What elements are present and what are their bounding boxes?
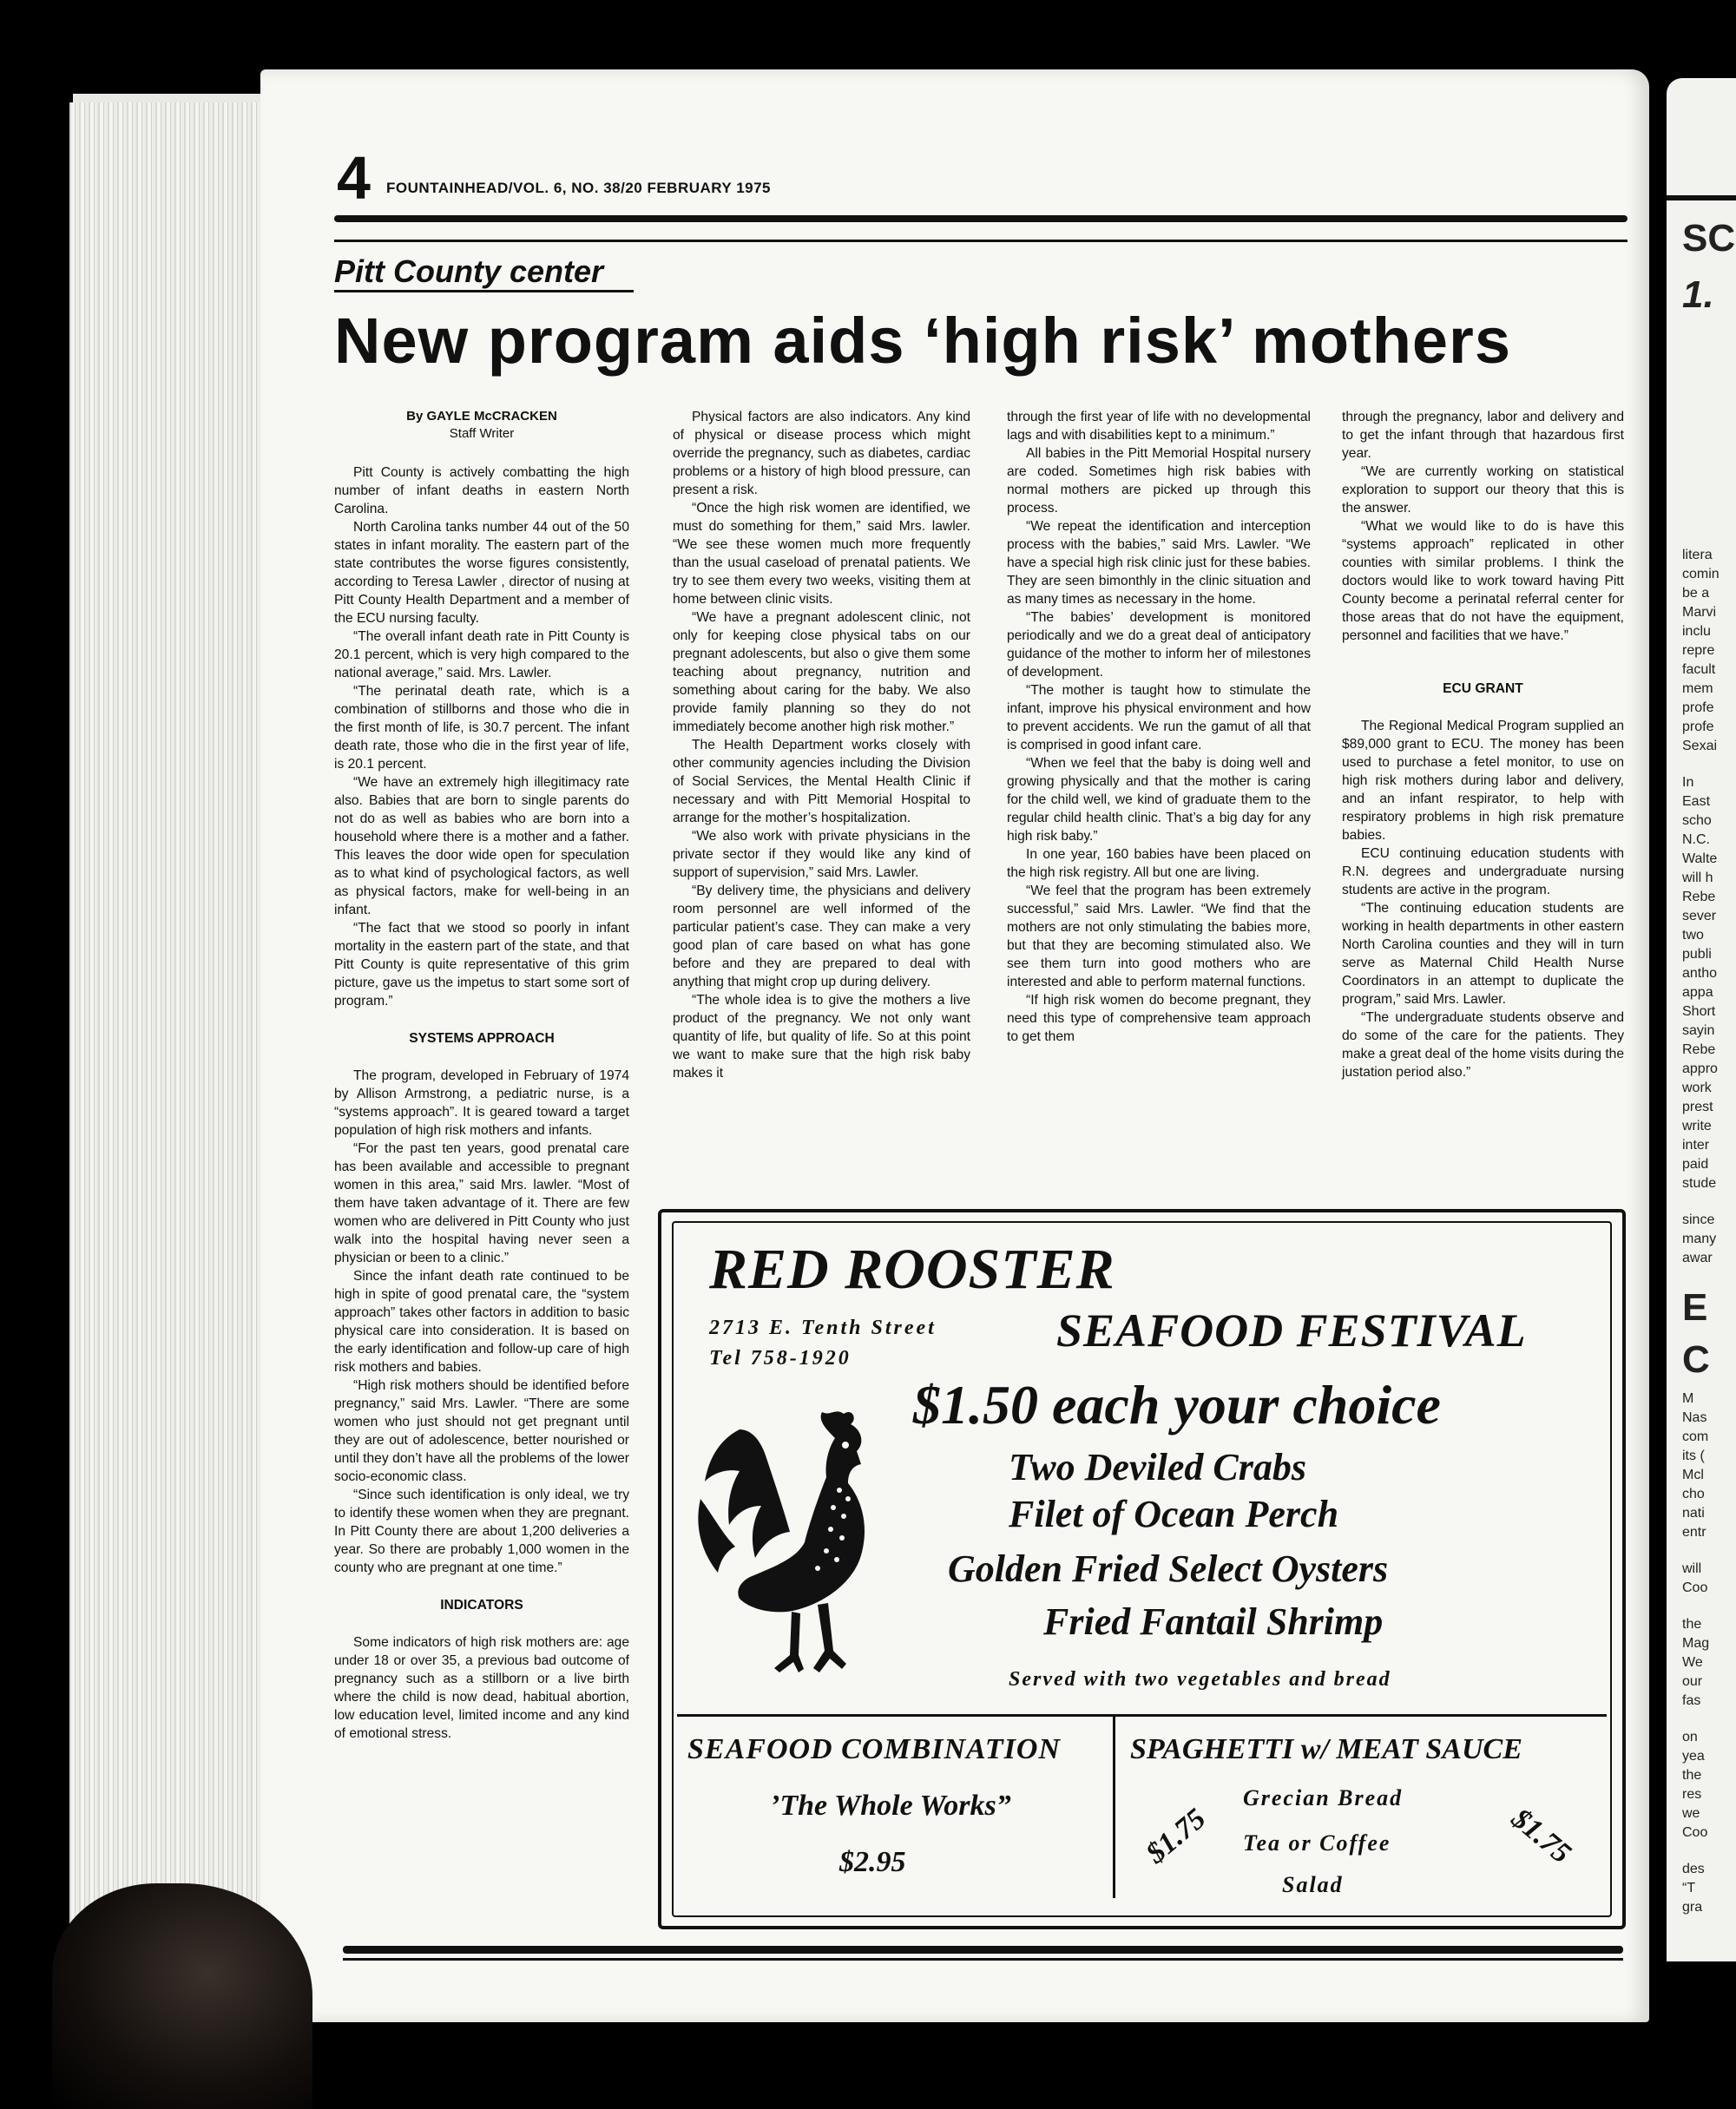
article-paragraph: “We have a pregnant adolescent clinic, not only for keeping close physical tabs on our pregnant adolescents, but also o give them some teaching about pregnancy, nutrition and something about caring for the baby. We also provide family planning so they do not immediately become another high risk mother.” bbox=[673, 610, 970, 734]
holding-thumb bbox=[52, 1883, 312, 2109]
col1-paragraphs bbox=[334, 463, 629, 1010]
adjacent-page-text: Mcl bbox=[1682, 1468, 1704, 1482]
article-paragraph: “When we feel that the baby is doing well and growing physically and that the mother is caring for the child well, we kind of graduate them to the regular child health clinic. That’s a big day for any high risk baby.” bbox=[1007, 756, 1311, 844]
article-paragraph: “We are currently working on statistical exploration to support our theory that this is the answer. bbox=[1342, 464, 1624, 516]
ad-address: 2713 E. Tenth Street bbox=[709, 1317, 937, 1339]
article-paragraph: The Health Department works closely with other community agencies including the Division of Social Services, the Mental Health Clinic if necessary and with Pitt Memorial Hospital to arrange for the mother’s hospitalization. bbox=[673, 738, 970, 825]
ad-divider-vertical bbox=[1113, 1716, 1115, 1898]
adjacent-page-text: awar bbox=[1682, 1251, 1713, 1265]
adjacent-page-text: cho bbox=[1682, 1487, 1705, 1501]
adjacent-page-text: fas bbox=[1682, 1693, 1701, 1708]
adjacent-page-text: yea bbox=[1682, 1749, 1705, 1764]
article-paragraph: ECU continuing education students with R.N. degrees and undergraduate nursing students are active in the program. bbox=[1342, 846, 1624, 897]
ad-spaghetti-line: Tea or Coffee bbox=[1243, 1830, 1391, 1856]
adjacent-page-rule bbox=[1667, 195, 1736, 200]
adjacent-page-text: our bbox=[1682, 1674, 1703, 1689]
adjacent-page-text: many bbox=[1682, 1232, 1717, 1246]
adjacent-page-text: litera bbox=[1682, 548, 1713, 562]
article-column-1 bbox=[334, 408, 629, 1743]
col2-paragraphs bbox=[673, 408, 970, 1082]
article-column-4 bbox=[1342, 408, 1624, 1081]
adjacent-page-text: the bbox=[1682, 1617, 1702, 1632]
adjacent-page-text: the bbox=[1682, 1768, 1702, 1783]
adjacent-page-text: SC bbox=[1682, 217, 1736, 260]
adjacent-page-text: inclu bbox=[1682, 624, 1711, 639]
byline-name: By GAYLE McCRACKEN bbox=[406, 409, 557, 424]
adjacent-page-text: repre bbox=[1682, 643, 1715, 658]
adjacent-page-text: M bbox=[1682, 1391, 1694, 1406]
adjacent-page-text: des bbox=[1682, 1862, 1705, 1876]
article-paragraph: “We repeat the identification and interception process with the babies,” said Mrs. Lawler. “We have a special high risk clinic just for these babies. They are seen bimonthly in the clinic situation and as many times as necessary in the home. bbox=[1007, 519, 1311, 607]
adjacent-page-text: on bbox=[1682, 1730, 1698, 1744]
article-paragraph: The program, developed in February of 1974 by Allison Armstrong, a pediatric nurse, is a “systems approach”. It is geared toward a target population of high risk mothers and infants. bbox=[334, 1068, 629, 1138]
col4b-paragraphs bbox=[1342, 717, 1624, 1081]
article-paragraph: “By delivery time, the physicians and delivery room personnel are well informed of the particular patient’s case. They can make a very good plan of care based on what has gone before and they are prepared to deal with anything that might crop up during delivery. bbox=[673, 884, 970, 989]
ad-menu-item: Golden Fried Select Oysters bbox=[948, 1547, 1389, 1590]
article-kicker: Pitt County center bbox=[334, 253, 604, 289]
adjacent-page-text: Sexai bbox=[1682, 739, 1718, 753]
ad-phone: Tel 758-1920 bbox=[709, 1347, 852, 1370]
adjacent-page-text: its ( bbox=[1682, 1449, 1705, 1463]
article-column-2 bbox=[673, 408, 970, 1082]
header-rule-thick bbox=[334, 215, 1628, 222]
adjacent-page-text: profe bbox=[1682, 719, 1714, 734]
ad-combo-title: SEAFOOD COMBINATION bbox=[687, 1733, 1061, 1765]
adjacent-page-text: write bbox=[1682, 1119, 1712, 1133]
page-number: 4 bbox=[337, 144, 371, 212]
adjacent-page-text: res bbox=[1682, 1787, 1702, 1802]
adjacent-page-text: “T bbox=[1682, 1881, 1696, 1895]
col1c-paragraphs bbox=[334, 1633, 629, 1743]
adjacent-page-text: N.C. bbox=[1682, 832, 1710, 847]
adjacent-page-text: appa bbox=[1682, 985, 1713, 1000]
footer-rule-thin bbox=[343, 1958, 1623, 1961]
ad-spaghetti-price-right: $1.75 bbox=[1505, 1802, 1577, 1870]
adjacent-page-text: We bbox=[1682, 1655, 1703, 1670]
red-rooster-advertisement bbox=[658, 1209, 1626, 1929]
ad-divider-horizontal bbox=[677, 1714, 1607, 1717]
adjacent-page-text: Short bbox=[1682, 1004, 1716, 1019]
col1b-paragraphs bbox=[334, 1067, 629, 1577]
adjacent-page-text: two bbox=[1682, 928, 1704, 943]
ad-menu-item: Fried Fantail Shrimp bbox=[1043, 1600, 1384, 1643]
article-paragraph: All babies in the Pitt Memorial Hospital nursery are coded. Sometimes high risk babies with normal mothers are picked up through this process. bbox=[1007, 446, 1311, 516]
kicker-underline bbox=[334, 290, 634, 292]
adjacent-page-text: publi bbox=[1682, 947, 1712, 962]
adjacent-page-text: gra bbox=[1682, 1900, 1703, 1915]
adjacent-page-text: sever bbox=[1682, 909, 1717, 923]
adjacent-page-text: appro bbox=[1682, 1061, 1718, 1076]
ad-menu-item: Two Deviled Crabs bbox=[1009, 1446, 1306, 1488]
article-paragraph: Pitt County is actively combatting the high number of infant deaths in eastern North Carolina. bbox=[334, 465, 629, 516]
adjacent-page-text: E bbox=[1682, 1286, 1708, 1329]
article-paragraph: “The whole idea is to give the mothers a live product of the pregnancy. We not only want quantity of life, but quality of life. So at this point we want to make sure that the high risk baby makes it bbox=[673, 993, 970, 1081]
article-paragraph: “The undergraduate students observe and do some of the care for the patients. They make a great deal of the home visits during the justation period also.” bbox=[1342, 1010, 1624, 1080]
header-rule-thin bbox=[334, 240, 1628, 242]
article-paragraph: The Regional Medical Program supplied an $89,000 grant to ECU. The money has been used to purchase a fetel monitor, to use on high risk mothers during labor and delivery, and an infant respirator, to help with respiratory problems in high risk premature babies. bbox=[1342, 719, 1624, 843]
ad-festival-title: SEAFOOD FESTIVAL bbox=[1056, 1304, 1527, 1357]
adjacent-page-text: East bbox=[1682, 794, 1711, 809]
adjacent-page-text: 1. bbox=[1682, 273, 1714, 316]
col4-paragraphs bbox=[1342, 408, 1624, 645]
article-paragraph: “The overall infant death rate in Pitt County is 20.1 percent, which is very high compared to the national average,” said. Mrs. Lawler. bbox=[334, 629, 629, 680]
article-paragraph: “High risk mothers should be identified before pregnancy,” said Mrs. Lawler. “There are some women who just should not get pregnant until they are out of adolescence, better nourished or until they don’t have all the problems of the lower socio-economic class. bbox=[334, 1378, 629, 1484]
article-paragraph: In one year, 160 babies have been placed on the high risk registry. All but one are living. bbox=[1007, 847, 1311, 880]
adjacent-page-text: com bbox=[1682, 1429, 1709, 1444]
article-paragraph: “We also work with private physicians in the private sector if they would like any kind of support of supervision,” said Mrs. Lawler. bbox=[673, 829, 970, 880]
footer-rule-thick bbox=[343, 1946, 1623, 1954]
adjacent-page-text: In bbox=[1682, 775, 1694, 790]
subhead-ecu-grant: ECU GRANT bbox=[1443, 681, 1523, 696]
adjacent-page-text: Rebe bbox=[1682, 890, 1716, 904]
ad-restaurant-name: RED ROOSTER bbox=[709, 1238, 1115, 1301]
article-paragraph: Since the infant death rate continued to be high in spite of good prenatal care, the “system approach” takes other factors in addition to basic physical care into consideration. It is based on the early identification and follow-up care of high risk mothers and babies. bbox=[334, 1269, 629, 1375]
article-paragraph: “The fact that we stood so poorly in infant mortality in the eastern part of the state, and that Pitt County is quite representative of this grim picture, gave us the impetus to start some sort of program.” bbox=[334, 921, 629, 1009]
ad-combo-subtitle: ’The Whole Works” bbox=[770, 1790, 1011, 1822]
adjacent-page-text: Coo bbox=[1682, 1825, 1708, 1840]
article-paragraph: Physical factors are also indicators. Any kind of physical or disease process which might override the pregnancy, such as diabetes, cardiac problems or a history of high blood pressure, can present a risk. bbox=[673, 410, 970, 497]
article-paragraph: “Since such identification is only ideal, we try to identify these women when they are pregnant. In Pitt County there are about 1,200 deliveries a year. So there are probably 1,000 women in the county who are pregnant at one time.” bbox=[334, 1488, 629, 1575]
adjacent-page-text: prest bbox=[1682, 1100, 1713, 1114]
adjacent-page-text: antho bbox=[1682, 966, 1718, 981]
article-paragraph: through the first year of life with no developmental lags and with disabilities kept to a minimum.” bbox=[1007, 410, 1311, 443]
folio-line: FOUNTAINHEAD/VOL. 6, NO. 38/20 FEBRUARY 1975 bbox=[386, 180, 772, 196]
adjacent-page-text: be a bbox=[1682, 586, 1710, 601]
ad-spaghetti-line: Grecian Bread bbox=[1243, 1785, 1404, 1810]
byline-role: Staff Writer bbox=[449, 426, 515, 441]
adjacent-page-text: since bbox=[1682, 1212, 1715, 1227]
adjacent-page-text: entr bbox=[1682, 1525, 1706, 1540]
ad-price-line: $1.50 each your choice bbox=[913, 1374, 1441, 1436]
adjacent-page-text: C bbox=[1682, 1338, 1710, 1381]
adjacent-page-text: Marvi bbox=[1682, 605, 1717, 620]
article-paragraph: “For the past ten years, good prenatal care has been available and accessible to pregnant women in this area,” said Mrs. lawler. “Most of them have taken advantage of it. There are few women who are delivered in Pitt County who just walk into the hospital having never seen a physician or been to a clinic.” bbox=[334, 1141, 629, 1265]
adjacent-page-text: work bbox=[1682, 1081, 1712, 1095]
ad-served-with: Served with two vegetables and bread bbox=[1009, 1668, 1391, 1691]
adjacent-page-text: Coo bbox=[1682, 1580, 1708, 1595]
article-headline: New program aids ‘high risk’ mothers bbox=[334, 305, 1512, 377]
adjacent-page-text: inter bbox=[1682, 1138, 1710, 1153]
adjacent-page-text: paid bbox=[1682, 1157, 1709, 1172]
adjacent-page-text: facult bbox=[1682, 662, 1716, 677]
subhead-indicators: INDICATORS bbox=[440, 1598, 523, 1613]
adjacent-page-text: profe bbox=[1682, 700, 1714, 715]
article-paragraph: through the pregnancy, labor and delivery and to get the infant through that hazardous first year. bbox=[1342, 410, 1624, 461]
article-paragraph: “What we would like to do is have this “systems approach” replicated in other counties with similar problems. I think the doctors would like to work toward having Pitt County become a perinatal referral center for those areas that do not have the equipment, personnel and facilities that we have.” bbox=[1342, 519, 1624, 643]
adjacent-page-text: will h bbox=[1682, 871, 1713, 885]
article-paragraph: Some indicators of high risk mothers are: age under 18 or over 35, a previous bad outcome of pregnancy such as a stillborn or a live birth where the child is now dead, habitual abortion, low education level, limited income and any kind of emotional stress. bbox=[334, 1635, 629, 1741]
adjacent-page-text: nati bbox=[1682, 1506, 1705, 1521]
article-paragraph: “If high risk women do become pregnant, they need this type of comprehensive team approach to get them bbox=[1007, 993, 1311, 1044]
byline bbox=[334, 408, 629, 443]
adjacent-page-text: comin bbox=[1682, 567, 1720, 581]
page-stack-edge bbox=[69, 102, 269, 2012]
article-paragraph: “Once the high risk women are identified, we must do something for them,” said Mrs. lawler. “We see these women much more frequently than the usual caseload of prenatal patients. We try to see them every two weeks, visiting them at home between clinic visits. bbox=[673, 501, 970, 607]
article-paragraph: “The continuing education students are working in health departments in other eastern North Carolina counties and they will in turn serve as Maternal Child Health Nurse Coordinators in an attempt to duplicate the program,” said Mrs. Lawler. bbox=[1342, 901, 1624, 1007]
article-paragraph: “The perinatal death rate, which is a combination of stillborns and those who die in the first month of life, is 30.7 percent. The infant death rate, those who die in the first year of life, is 20.1 percent. bbox=[334, 684, 629, 772]
adjacent-page-text: scho bbox=[1682, 813, 1712, 828]
col3-paragraphs bbox=[1007, 408, 1311, 1046]
adjacent-page-text: mem bbox=[1682, 681, 1713, 696]
adjacent-page-text: stude bbox=[1682, 1176, 1717, 1191]
subhead-systems-approach: SYSTEMS APPROACH bbox=[409, 1031, 555, 1046]
article-paragraph: North Carolina tanks number 44 out of the 50 states in infant morality. The eastern part of the state contributes the worse figures consistently, according to Teresa Lawler , director of nusing at Pitt County Health Department and a member of the ECU nursing faculty. bbox=[334, 520, 629, 626]
article-column-3 bbox=[1007, 408, 1311, 1046]
ad-menu-item: Filet of Ocean Perch bbox=[1009, 1493, 1339, 1535]
adjacent-page-text: will bbox=[1682, 1561, 1702, 1576]
rooster-illustration bbox=[687, 1403, 887, 1681]
adjacent-page-text: we bbox=[1682, 1806, 1700, 1821]
adjacent-page-fragment bbox=[1667, 78, 1736, 1961]
ad-spaghetti-title: SPAGHETTI w/ MEAT SAUCE bbox=[1130, 1733, 1522, 1765]
adjacent-page-text: Walte bbox=[1682, 851, 1718, 866]
ad-spaghetti-line: Salad bbox=[1282, 1872, 1344, 1897]
article-paragraph: “We feel that the program has been extremely successful,” said Mrs. Lawler. “We find that the mothers are not only stimulating the babies more, but that they are becoming stimulated also. We see them turn into good mothers who are interested and able to perform maternal functions. bbox=[1007, 884, 1311, 989]
adjacent-page-text: sayin bbox=[1682, 1023, 1715, 1038]
ad-combo-price: $2.95 bbox=[839, 1846, 906, 1878]
adjacent-page-text: Mag bbox=[1682, 1636, 1710, 1651]
adjacent-page-text: Rebe bbox=[1682, 1042, 1716, 1057]
adjacent-page-text: Nas bbox=[1682, 1410, 1707, 1425]
ad-spaghetti-price-left: $1.75 bbox=[1140, 1802, 1213, 1870]
article-paragraph: “The babies’ development is monitored periodically and we do a great deal of anticipatory guidance of the mother to inform her of milestones of development. bbox=[1007, 610, 1311, 680]
article-paragraph: “We have an extremely high illegitimacy rate also. Babies that are born to single parents do not do as well as babies who are born into a household where there is a mother and a father. This leaves the door wide open for speculation as to what kind of psychological factors, as well as physical factors, make for well-being in an infant. bbox=[334, 775, 629, 917]
article-paragraph: “The mother is taught how to stimulate the infant, improve his physical environment and how to prevent accidents. We run the gamut of all that is comprised in good infant care. bbox=[1007, 683, 1311, 752]
